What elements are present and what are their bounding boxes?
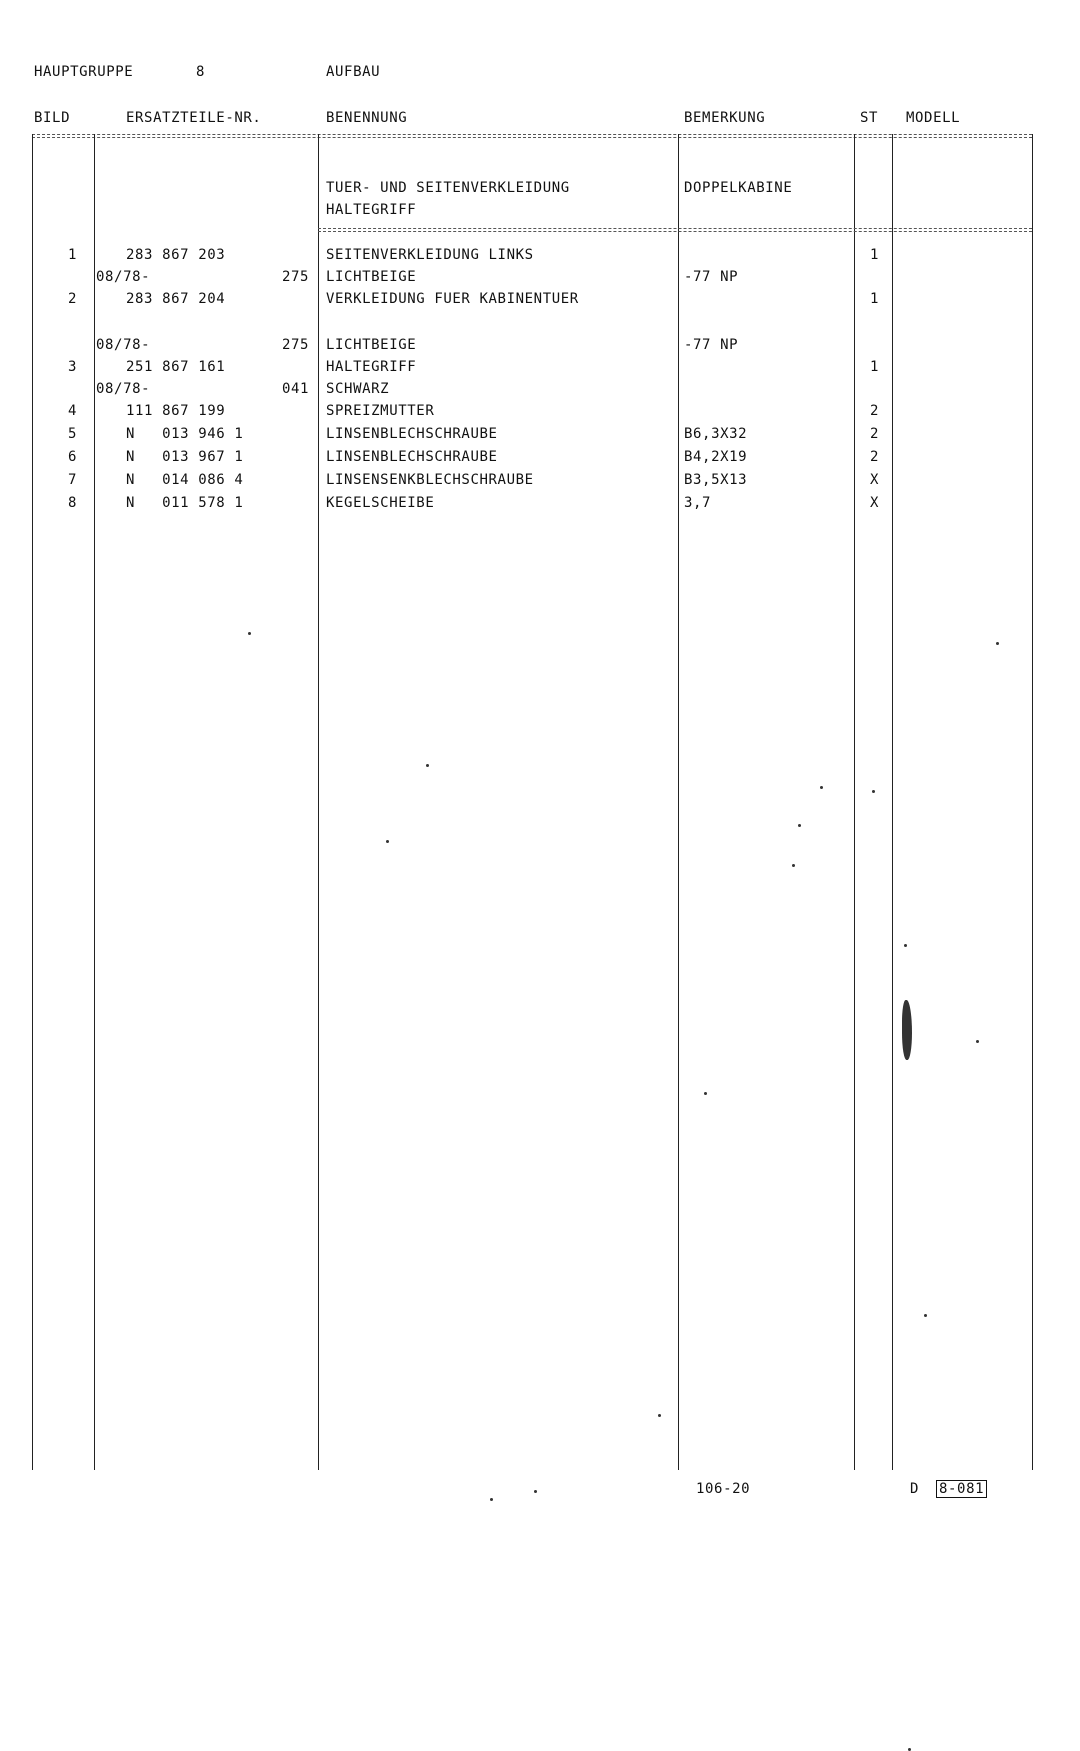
section-title-line2: HALTEGRIFF [326,202,417,218]
row-name: KEGELSCHEIBE [326,495,435,511]
scan-speck [798,824,801,827]
row-name: LINSENSENKBLECHSCHRAUBE [326,472,534,488]
column-divider [318,134,319,1470]
row-name: VERKLEIDUNG FUER KABINENTUER [326,291,579,307]
row-bild: 8 [68,495,78,511]
row-qty: 2 [870,403,880,419]
section-title-line1: TUER- UND SEITENVERKLEIDUNG [326,180,570,196]
row-qty: 2 [870,426,880,442]
row-remark: B6,3X32 [684,426,748,442]
scan-speck [658,1414,661,1417]
scan-speck [704,1092,707,1095]
row-remark: -77 NP [684,337,739,353]
column-divider [854,134,855,1470]
column-divider [32,134,33,1470]
row-bild: 5 [68,426,78,442]
row-bild: 6 [68,449,78,465]
row-bild: 3 [68,359,78,375]
page-code-box: 8-081 [936,1480,987,1498]
row-name: LINSENBLECHSCHRAUBE [326,449,498,465]
row-name: SPREIZMUTTER [326,403,435,419]
row-part-no: N 014 086 4 [126,472,244,488]
section-remark: DOPPELKABINE [684,180,793,196]
column-divider [892,134,893,1470]
row-part-no: N 013 946 1 [126,426,244,442]
header-rule [32,134,1032,138]
scan-speck [976,1040,979,1043]
row-part-no: 283 867 204 [126,291,226,307]
column-divider [1032,134,1033,1470]
row-part-no: 283 867 203 [126,247,226,263]
row-qty: 1 [870,359,880,375]
col-part-no: ERSATZTEILE-NR. [126,110,262,126]
row-qty: X [870,472,880,488]
row-remark: B3,5X13 [684,472,748,488]
row-part-no: 08/78- [96,269,151,285]
scan-speck [792,864,795,867]
row-name: HALTEGRIFF [326,359,417,375]
section-rule [318,228,1032,232]
scan-speck [426,764,429,767]
row-part-no: N 013 967 1 [126,449,244,465]
col-bild: BILD [34,110,71,126]
row-name: LINSENBLECHSCHRAUBE [326,426,498,442]
row-part-no: 08/78- [96,337,151,353]
row-bild: 4 [68,403,78,419]
col-model: MODELL [906,110,961,126]
row-part-no: 08/78- [96,381,151,397]
row-remark: -77 NP [684,269,739,285]
row-name: LICHTBEIGE [326,269,417,285]
row-part-no: 111 867 199 [126,403,226,419]
row-bild: 2 [68,291,78,307]
row-suffix: 041 [282,381,310,397]
row-name: LICHTBEIGE [326,337,417,353]
scan-speck [534,1490,537,1493]
column-divider [94,134,95,1470]
col-remark: BEMERKUNG [684,110,766,126]
row-suffix: 275 [282,337,310,353]
scan-speck [248,632,251,635]
scan-speck [820,786,823,789]
row-part-no: N 011 578 1 [126,495,244,511]
row-suffix: 275 [282,269,310,285]
scan-speck [996,642,999,645]
page-number: 106-20 [696,1481,751,1497]
column-divider [678,134,679,1470]
col-name: BENENNUNG [326,110,408,126]
scan-speck [924,1314,927,1317]
ink-blot [902,1000,912,1060]
scan-speck [386,840,389,843]
row-qty: 1 [870,291,880,307]
row-qty: 1 [870,247,880,263]
scan-speck [872,790,875,793]
row-qty: 2 [870,449,880,465]
row-bild: 1 [68,247,78,263]
group-title: AUFBAU [326,64,381,80]
col-qty: ST [860,110,879,126]
row-qty: X [870,495,880,511]
row-name: SCHWARZ [326,381,390,397]
scan-speck [904,944,907,947]
row-bild: 7 [68,472,78,488]
group-number: 8 [196,64,206,80]
scan-speck [490,1498,493,1501]
row-remark: B4,2X19 [684,449,748,465]
row-name: SEITENVERKLEIDUNG LINKS [326,247,534,263]
language-code: D [910,1481,920,1497]
row-part-no: 251 867 161 [126,359,226,375]
row-remark: 3,7 [684,495,712,511]
group-label: HAUPTGRUPPE [34,64,134,80]
